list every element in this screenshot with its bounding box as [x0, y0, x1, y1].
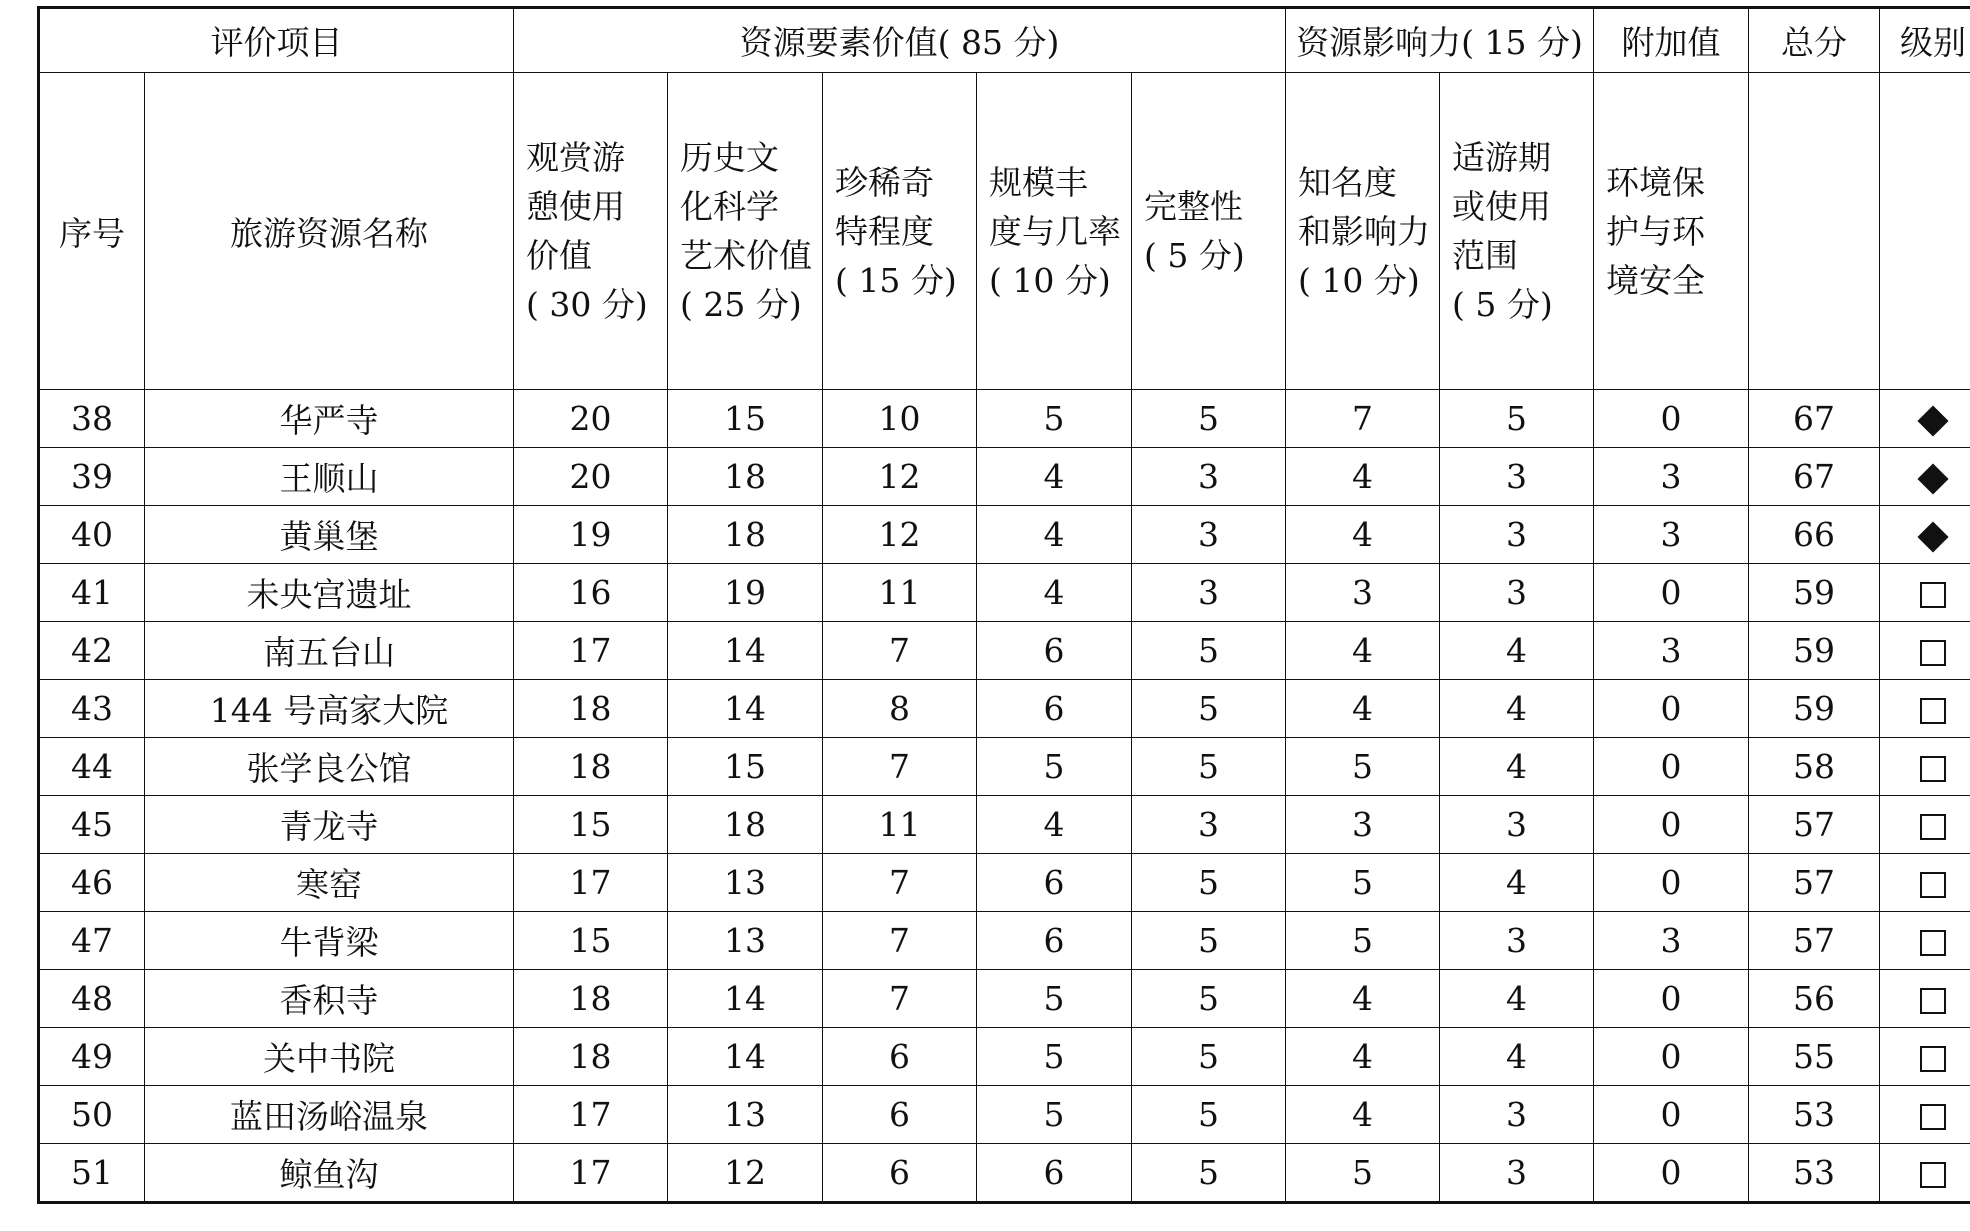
historical-value: 15 — [668, 738, 823, 796]
integrity: 5 — [1132, 680, 1286, 738]
ornamental-value: 16 — [514, 564, 668, 622]
historical-value: 19 — [668, 564, 823, 622]
level-cell — [1880, 622, 1970, 680]
header-scale: 规模丰 度与几率 ( 10 分) — [977, 73, 1132, 390]
rarity: 7 — [823, 970, 977, 1028]
popularity: 4 — [1286, 680, 1440, 738]
row-index: 50 — [39, 1086, 145, 1144]
table-row — [39, 506, 1970, 564]
resource-name: 寒窑 — [145, 854, 514, 912]
rarity: 11 — [823, 796, 977, 854]
integrity: 5 — [1132, 912, 1286, 970]
scale: 4 — [977, 506, 1132, 564]
total-score: 59 — [1749, 622, 1880, 680]
scale: 4 — [977, 796, 1132, 854]
season-range: 3 — [1440, 564, 1594, 622]
rarity: 6 — [823, 1144, 977, 1203]
environment: 3 — [1594, 448, 1749, 506]
table-row — [39, 854, 1970, 912]
square-icon — [1920, 872, 1946, 898]
row-index: 44 — [39, 738, 145, 796]
popularity: 4 — [1286, 1086, 1440, 1144]
table-row — [39, 738, 1970, 796]
header-historical-value: 历史文 化科学 艺术价值 ( 25 分) — [668, 73, 823, 390]
resource-name: 香积寺 — [145, 970, 514, 1028]
resource-name: 华严寺 — [145, 390, 514, 448]
popularity: 4 — [1286, 1028, 1440, 1086]
historical-value: 13 — [668, 912, 823, 970]
popularity: 5 — [1286, 738, 1440, 796]
total-score: 67 — [1749, 390, 1880, 448]
scale: 6 — [977, 1144, 1132, 1203]
ornamental-value: 20 — [514, 390, 668, 448]
row-index: 41 — [39, 564, 145, 622]
integrity: 5 — [1132, 622, 1286, 680]
environment: 0 — [1594, 796, 1749, 854]
header-total: 总分 — [1749, 8, 1880, 73]
square-icon — [1920, 1162, 1946, 1188]
header-group-row — [39, 8, 1970, 73]
table-row — [39, 796, 1970, 854]
season-range: 5 — [1440, 390, 1594, 448]
popularity: 4 — [1286, 506, 1440, 564]
integrity: 5 — [1132, 1144, 1286, 1203]
popularity: 4 — [1286, 970, 1440, 1028]
resource-name: 牛背梁 — [145, 912, 514, 970]
rarity: 7 — [823, 912, 977, 970]
resource-name: 鲸鱼沟 — [145, 1144, 514, 1203]
season-range: 4 — [1440, 1028, 1594, 1086]
historical-value: 13 — [668, 1086, 823, 1144]
popularity: 7 — [1286, 390, 1440, 448]
level-cell — [1880, 506, 1970, 564]
popularity: 5 — [1286, 854, 1440, 912]
season-range: 3 — [1440, 1144, 1594, 1203]
rarity: 7 — [823, 622, 977, 680]
total-score: 59 — [1749, 680, 1880, 738]
rarity: 11 — [823, 564, 977, 622]
integrity: 5 — [1132, 738, 1286, 796]
rarity: 8 — [823, 680, 977, 738]
season-range: 3 — [1440, 448, 1594, 506]
total-score: 56 — [1749, 970, 1880, 1028]
scale: 4 — [977, 448, 1132, 506]
level-cell — [1880, 564, 1970, 622]
square-icon — [1920, 698, 1946, 724]
environment: 0 — [1594, 1144, 1749, 1203]
ornamental-value: 17 — [514, 1144, 668, 1203]
header-level-blank — [1880, 73, 1970, 390]
historical-value: 18 — [668, 796, 823, 854]
environment: 0 — [1594, 738, 1749, 796]
ornamental-value: 15 — [514, 796, 668, 854]
rarity: 12 — [823, 506, 977, 564]
historical-value: 15 — [668, 390, 823, 448]
resource-name: 蓝田汤峪温泉 — [145, 1086, 514, 1144]
popularity: 4 — [1286, 622, 1440, 680]
popularity: 3 — [1286, 564, 1440, 622]
square-icon — [1920, 988, 1946, 1014]
total-score: 59 — [1749, 564, 1880, 622]
row-index: 47 — [39, 912, 145, 970]
historical-value: 14 — [668, 680, 823, 738]
table-row — [39, 1144, 1970, 1203]
season-range: 4 — [1440, 622, 1594, 680]
ornamental-value: 18 — [514, 1028, 668, 1086]
scale: 5 — [977, 1028, 1132, 1086]
diamond-icon — [1917, 405, 1948, 436]
scale: 5 — [977, 390, 1132, 448]
scale: 5 — [977, 970, 1132, 1028]
resource-name: 王顺山 — [145, 448, 514, 506]
ornamental-value: 19 — [514, 506, 668, 564]
square-icon — [1920, 814, 1946, 840]
row-index: 39 — [39, 448, 145, 506]
historical-value: 14 — [668, 1028, 823, 1086]
level-cell — [1880, 1028, 1970, 1086]
environment: 0 — [1594, 680, 1749, 738]
square-icon — [1920, 640, 1946, 666]
season-range: 3 — [1440, 796, 1594, 854]
diamond-icon — [1917, 463, 1948, 494]
table-row — [39, 390, 1970, 448]
header-resource-value: 资源要素价值( 85 分) — [514, 8, 1286, 73]
level-cell — [1880, 390, 1970, 448]
table-row — [39, 1028, 1970, 1086]
header-level: 级别 — [1880, 8, 1970, 73]
level-cell — [1880, 738, 1970, 796]
popularity: 4 — [1286, 448, 1440, 506]
header-extra-value: 附加值 — [1594, 8, 1749, 73]
row-index: 49 — [39, 1028, 145, 1086]
square-icon — [1920, 756, 1946, 782]
header-total-blank — [1749, 73, 1880, 390]
rarity: 10 — [823, 390, 977, 448]
ornamental-value: 15 — [514, 912, 668, 970]
header-popularity: 知名度 和影响力 ( 10 分) — [1286, 73, 1440, 390]
header-eval-items: 评价项目 — [39, 8, 514, 73]
rarity: 12 — [823, 448, 977, 506]
header-resource-name: 旅游资源名称 — [145, 73, 514, 390]
total-score: 55 — [1749, 1028, 1880, 1086]
row-index: 42 — [39, 622, 145, 680]
popularity: 5 — [1286, 912, 1440, 970]
total-score: 57 — [1749, 854, 1880, 912]
header-integrity: 完整性 ( 5 分) — [1132, 73, 1286, 390]
header-ornamental-value: 观赏游 憩使用 价值 ( 30 分) — [514, 73, 668, 390]
scale: 6 — [977, 622, 1132, 680]
resource-name: 144 号高家大院 — [145, 680, 514, 738]
ornamental-value: 18 — [514, 970, 668, 1028]
row-index: 43 — [39, 680, 145, 738]
table-row — [39, 564, 1970, 622]
environment: 0 — [1594, 854, 1749, 912]
header-rarity: 珍稀奇 特程度 ( 15 分) — [823, 73, 977, 390]
total-score: 57 — [1749, 796, 1880, 854]
table-row — [39, 680, 1970, 738]
level-cell — [1880, 448, 1970, 506]
total-score: 58 — [1749, 738, 1880, 796]
scale: 6 — [977, 854, 1132, 912]
rarity: 6 — [823, 1086, 977, 1144]
level-cell — [1880, 970, 1970, 1028]
popularity: 3 — [1286, 796, 1440, 854]
scale: 6 — [977, 680, 1132, 738]
square-icon — [1920, 930, 1946, 956]
season-range: 4 — [1440, 854, 1594, 912]
historical-value: 13 — [668, 854, 823, 912]
integrity: 5 — [1132, 854, 1286, 912]
historical-value: 12 — [668, 1144, 823, 1203]
season-range: 3 — [1440, 912, 1594, 970]
season-range: 3 — [1440, 1086, 1594, 1144]
popularity: 5 — [1286, 1144, 1440, 1203]
resource-name: 青龙寺 — [145, 796, 514, 854]
total-score: 57 — [1749, 912, 1880, 970]
integrity: 3 — [1132, 448, 1286, 506]
square-icon — [1920, 1104, 1946, 1130]
season-range: 3 — [1440, 506, 1594, 564]
table-row — [39, 1086, 1970, 1144]
total-score: 53 — [1749, 1086, 1880, 1144]
ornamental-value: 17 — [514, 854, 668, 912]
integrity: 3 — [1132, 796, 1286, 854]
environment: 0 — [1594, 970, 1749, 1028]
integrity: 5 — [1132, 390, 1286, 448]
level-cell — [1880, 1144, 1970, 1203]
total-score: 67 — [1749, 448, 1880, 506]
row-index: 45 — [39, 796, 145, 854]
table-row — [39, 622, 1970, 680]
level-cell — [1880, 912, 1970, 970]
historical-value: 14 — [668, 622, 823, 680]
scale: 6 — [977, 912, 1132, 970]
environment: 0 — [1594, 564, 1749, 622]
tourism-resource-evaluation-table — [37, 6, 1970, 1204]
row-index: 38 — [39, 390, 145, 448]
resource-name: 关中书院 — [145, 1028, 514, 1086]
historical-value: 14 — [668, 970, 823, 1028]
header-season-range: 适游期 或使用 范围 ( 5 分) — [1440, 73, 1594, 390]
square-icon — [1920, 582, 1946, 608]
header-index: 序号 — [39, 73, 145, 390]
scale: 5 — [977, 1086, 1132, 1144]
table-row — [39, 912, 1970, 970]
row-index: 48 — [39, 970, 145, 1028]
level-cell — [1880, 854, 1970, 912]
row-index: 51 — [39, 1144, 145, 1203]
resource-name: 黄巢堡 — [145, 506, 514, 564]
environment: 0 — [1594, 390, 1749, 448]
resource-name: 南五台山 — [145, 622, 514, 680]
historical-value: 18 — [668, 506, 823, 564]
square-icon — [1920, 1046, 1946, 1072]
level-cell — [1880, 796, 1970, 854]
total-score: 66 — [1749, 506, 1880, 564]
integrity: 5 — [1132, 970, 1286, 1028]
season-range: 4 — [1440, 970, 1594, 1028]
environment: 3 — [1594, 622, 1749, 680]
resource-name: 张学良公馆 — [145, 738, 514, 796]
ornamental-value: 18 — [514, 738, 668, 796]
integrity: 3 — [1132, 564, 1286, 622]
level-cell — [1880, 680, 1970, 738]
row-index: 40 — [39, 506, 145, 564]
environment: 0 — [1594, 1028, 1749, 1086]
scale: 5 — [977, 738, 1132, 796]
row-index: 46 — [39, 854, 145, 912]
rarity: 7 — [823, 854, 977, 912]
header-environment: 环境保 护与环 境安全 — [1594, 73, 1749, 390]
header-column-row — [39, 73, 1970, 390]
table-row — [39, 970, 1970, 1028]
rarity: 7 — [823, 738, 977, 796]
integrity: 5 — [1132, 1086, 1286, 1144]
season-range: 4 — [1440, 738, 1594, 796]
table-row — [39, 448, 1970, 506]
resource-name: 未央宫遗址 — [145, 564, 514, 622]
integrity: 3 — [1132, 506, 1286, 564]
environment: 3 — [1594, 506, 1749, 564]
ornamental-value: 17 — [514, 622, 668, 680]
total-score: 53 — [1749, 1144, 1880, 1203]
environment: 0 — [1594, 1086, 1749, 1144]
level-cell — [1880, 1086, 1970, 1144]
environment: 3 — [1594, 912, 1749, 970]
rarity: 6 — [823, 1028, 977, 1086]
ornamental-value: 18 — [514, 680, 668, 738]
historical-value: 18 — [668, 448, 823, 506]
table-body — [39, 390, 1970, 1203]
scale: 4 — [977, 564, 1132, 622]
diamond-icon — [1917, 521, 1948, 552]
ornamental-value: 17 — [514, 1086, 668, 1144]
integrity: 5 — [1132, 1028, 1286, 1086]
ornamental-value: 20 — [514, 448, 668, 506]
season-range: 4 — [1440, 680, 1594, 738]
header-resource-influence: 资源影响力( 15 分) — [1286, 8, 1594, 73]
